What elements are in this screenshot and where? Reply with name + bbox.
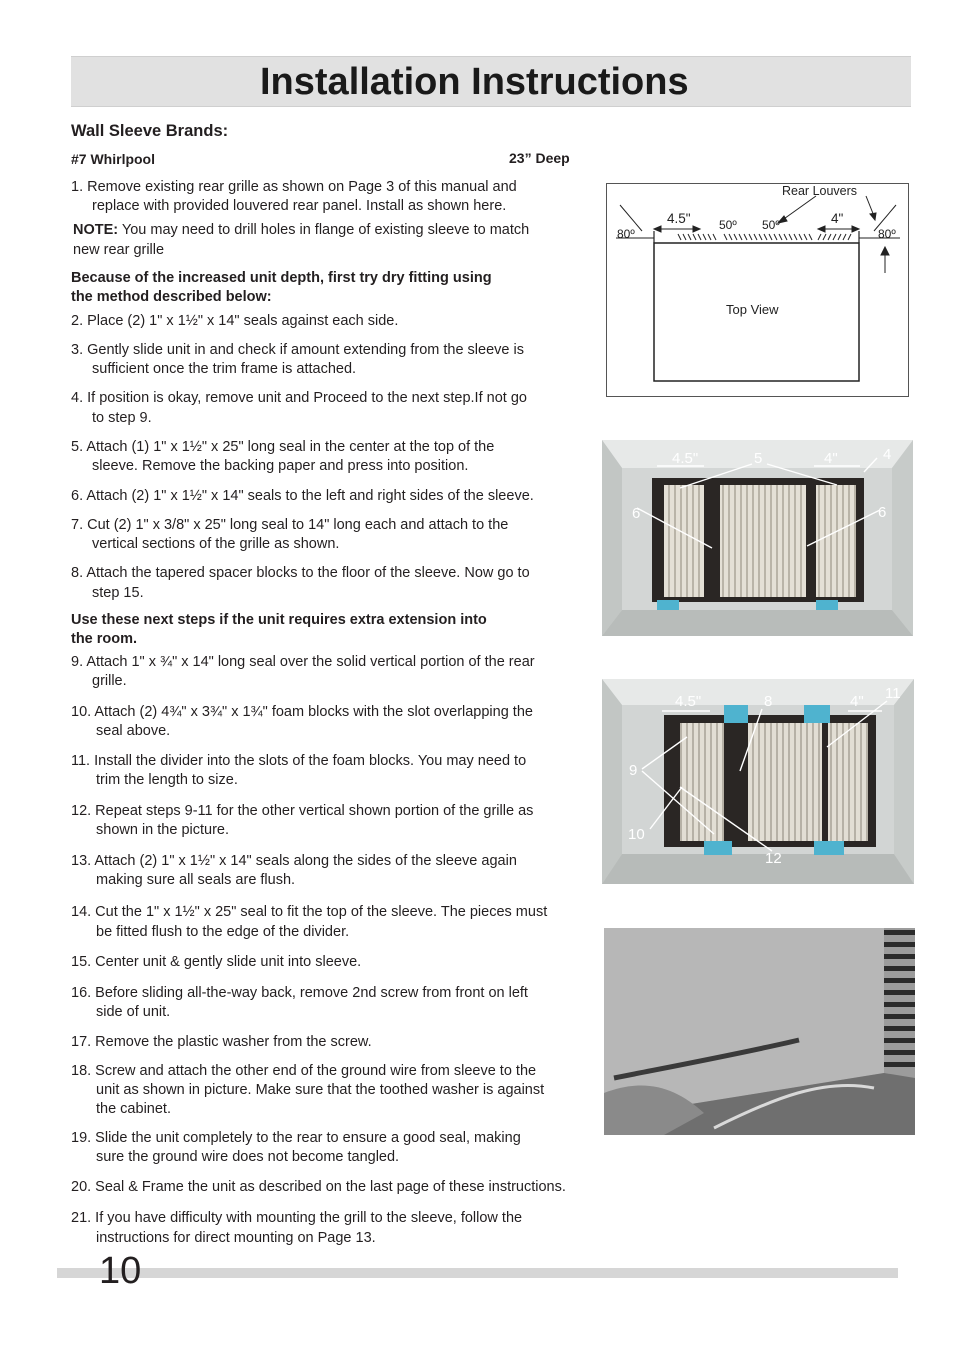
photo1-callout-5: 5 — [754, 450, 763, 467]
step-9-line-1: 9. Attach 1" x ¾" x 14" long seal over the solid vertical portion of the rear — [71, 654, 535, 670]
step-5-line-1: 5. Attach (1) 1" x 1½" x 25" long seal in the center at the top of the — [71, 439, 495, 455]
dim-right-label: 4" — [831, 211, 844, 226]
step-13-line-1: 13. Attach (2) 1" x 1½" x 14" seals along the sides of the sleeve again — [71, 853, 517, 869]
section-heading: Wall Sleeve Brands: — [71, 122, 229, 140]
angle-outer-left-label: 80º — [617, 227, 635, 241]
photo2-callout-11: 11 — [885, 685, 901, 702]
step-14-line-1: 14. Cut the 1" x 1½" x 25" seal to fit the top of the sleeve. The pieces must — [71, 904, 548, 920]
step-19-line-1: 19. Slide the unit completely to the rear to ensure a good seal, making — [71, 1130, 521, 1146]
dry-fit-heading-line-1: Because of the increased unit depth, first try dry fitting using — [71, 270, 492, 286]
step-16-line-1: 16. Before sliding all-the-way back, remove 2nd screw from front on left — [71, 985, 528, 1001]
step-1-line-2: replace with provided louvered rear panel. Install as shown here. — [92, 198, 507, 214]
photo2-dim-right: 4" — [850, 693, 864, 710]
dry-fit-heading-line-2: the method described below: — [71, 289, 272, 305]
angle-inner-right-label: 50º — [762, 218, 780, 232]
step-7-line-2: vertical sections of the grille as shown. — [92, 536, 340, 552]
step-8-line-1: 8. Attach the tapered spacer blocks to the floor of the sleeve. Now go to — [71, 565, 530, 581]
step-8-line-2: step 15. — [92, 585, 144, 601]
step-11-line-1: 11. Install the divider into the slots of the foam blocks. You may need to — [71, 753, 527, 769]
note-label: NOTE: — [73, 222, 119, 238]
top-view-label: Top View — [726, 302, 779, 317]
photo2-dim-left: 4.5" — [675, 693, 702, 710]
photo1-dim-left: 4.5" — [672, 450, 699, 467]
brand-label: #7 Whirlpool — [71, 151, 155, 167]
dim-left-label: 4.5" — [667, 211, 691, 226]
extension-heading-line-2: the room. — [71, 631, 138, 647]
angle-inner-left-label: 50º — [719, 218, 737, 232]
step-9-line-2: grille. — [92, 673, 127, 689]
rear-louvers-label: Rear Louvers — [782, 184, 858, 198]
title-bar — [71, 56, 911, 107]
step-3-line-2: sufficient once the trim frame is attached. — [92, 361, 357, 377]
step-10-line-2: seal above. — [96, 723, 171, 739]
step-18-line-1: 18. Screw and attach the other end of the ground wire from sleeve to the — [71, 1063, 537, 1079]
photo1-dim-right: 4" — [824, 450, 838, 467]
note-line-2: new rear grille — [73, 242, 165, 258]
extension-heading-line-1: Use these next steps if the unit requires extra extension into — [71, 612, 487, 628]
photo1-callout-6-left: 6 — [632, 505, 641, 522]
spacer-block-right — [816, 600, 838, 610]
step-3-line-1: 3. Gently slide unit in and check if amount extending from the sleeve is — [71, 342, 524, 358]
step-5-line-2: sleeve. Remove the backing paper and press into position. — [92, 458, 469, 474]
photo-ground-wire — [604, 928, 915, 1135]
photo2-callout-9: 9 — [629, 762, 638, 779]
step-13-line-2: making sure all seals are flush. — [96, 872, 296, 888]
step-10-line-1: 10. Attach (2) 4¾" x 3¾" x 1¾" foam blocks with the slot overlapping the — [71, 704, 533, 720]
step-16-line-2: side of unit. — [96, 1004, 171, 1020]
step-2: 2. Place (2) 1" x 1½" x 14" seals against each side. — [71, 313, 399, 329]
page-number: 10 — [99, 1250, 142, 1292]
foam-block-bottom-left — [704, 841, 732, 855]
spacer-block-left — [657, 600, 679, 610]
footer-bar — [57, 1268, 898, 1278]
step-17: 17. Remove the plastic washer from the screw. — [71, 1034, 372, 1050]
step-14-line-2: be fitted flush to the edge of the divider. — [96, 924, 350, 940]
foam-block-bottom-right — [814, 841, 844, 855]
angle-outer-right-label: 80º — [878, 227, 896, 241]
step-11-line-2: trim the length to size. — [96, 772, 238, 788]
photo-sleeve-seals — [602, 440, 913, 636]
step-20: 20. Seal & Frame the unit as described on the last page of these instructions. — [71, 1179, 566, 1195]
photo1-callout-4: 4 — [883, 446, 892, 463]
step-12-line-2: shown in the picture. — [96, 822, 229, 838]
step-18-line-3: the cabinet. — [96, 1101, 171, 1117]
photo2-callout-8: 8 — [764, 693, 773, 710]
step-1-line-1: 1. Remove existing rear grille as shown on Page 3 of this manual and — [71, 179, 517, 195]
step-21-line-2: instructions for direct mounting on Page 13. — [96, 1230, 376, 1246]
step-15: 15. Center unit & gently slide unit into sleeve. — [71, 954, 362, 970]
note-text: You may need to drill holes in flange of existing sleeve to match — [118, 222, 530, 238]
photo2-callout-10: 10 — [628, 826, 645, 843]
step-4-line-2: to step 9. — [92, 410, 152, 426]
page-title: Installation Instructions — [260, 61, 689, 103]
note-line-1 — [73, 221, 529, 240]
step-21-line-1: 21. If you have difficulty with mounting the grill to the sleeve, follow the — [71, 1210, 523, 1226]
diagram-frame — [607, 184, 909, 397]
foam-block-top-left — [724, 705, 748, 723]
step-12-line-1: 12. Repeat steps 9-11 for the other vertical shown portion of the grille as — [71, 803, 534, 819]
top-view-diagram — [606, 183, 909, 397]
foam-block-top-right — [804, 705, 830, 723]
step-18-line-2: unit as shown in picture. Make sure that the toothed washer is against — [96, 1082, 545, 1098]
depth-label: 23” Deep — [509, 150, 570, 166]
photo-foam-blocks — [602, 679, 914, 884]
step-4-line-1: 4. If position is okay, remove unit and Proceed to the next step.If not go — [71, 390, 527, 406]
photo2-callout-12: 12 — [765, 850, 782, 867]
step-7-line-1: 7. Cut (2) 1" x 3/8" x 25" long seal to 14" long each and attach to the — [71, 517, 509, 533]
step-19-line-2: sure the ground wire does not become tangled. — [96, 1149, 400, 1165]
step-6: 6. Attach (2) 1" x 1½" x 14" seals to the left and right sides of the sleeve. — [71, 488, 534, 504]
photo1-callout-6-right: 6 — [878, 504, 887, 521]
